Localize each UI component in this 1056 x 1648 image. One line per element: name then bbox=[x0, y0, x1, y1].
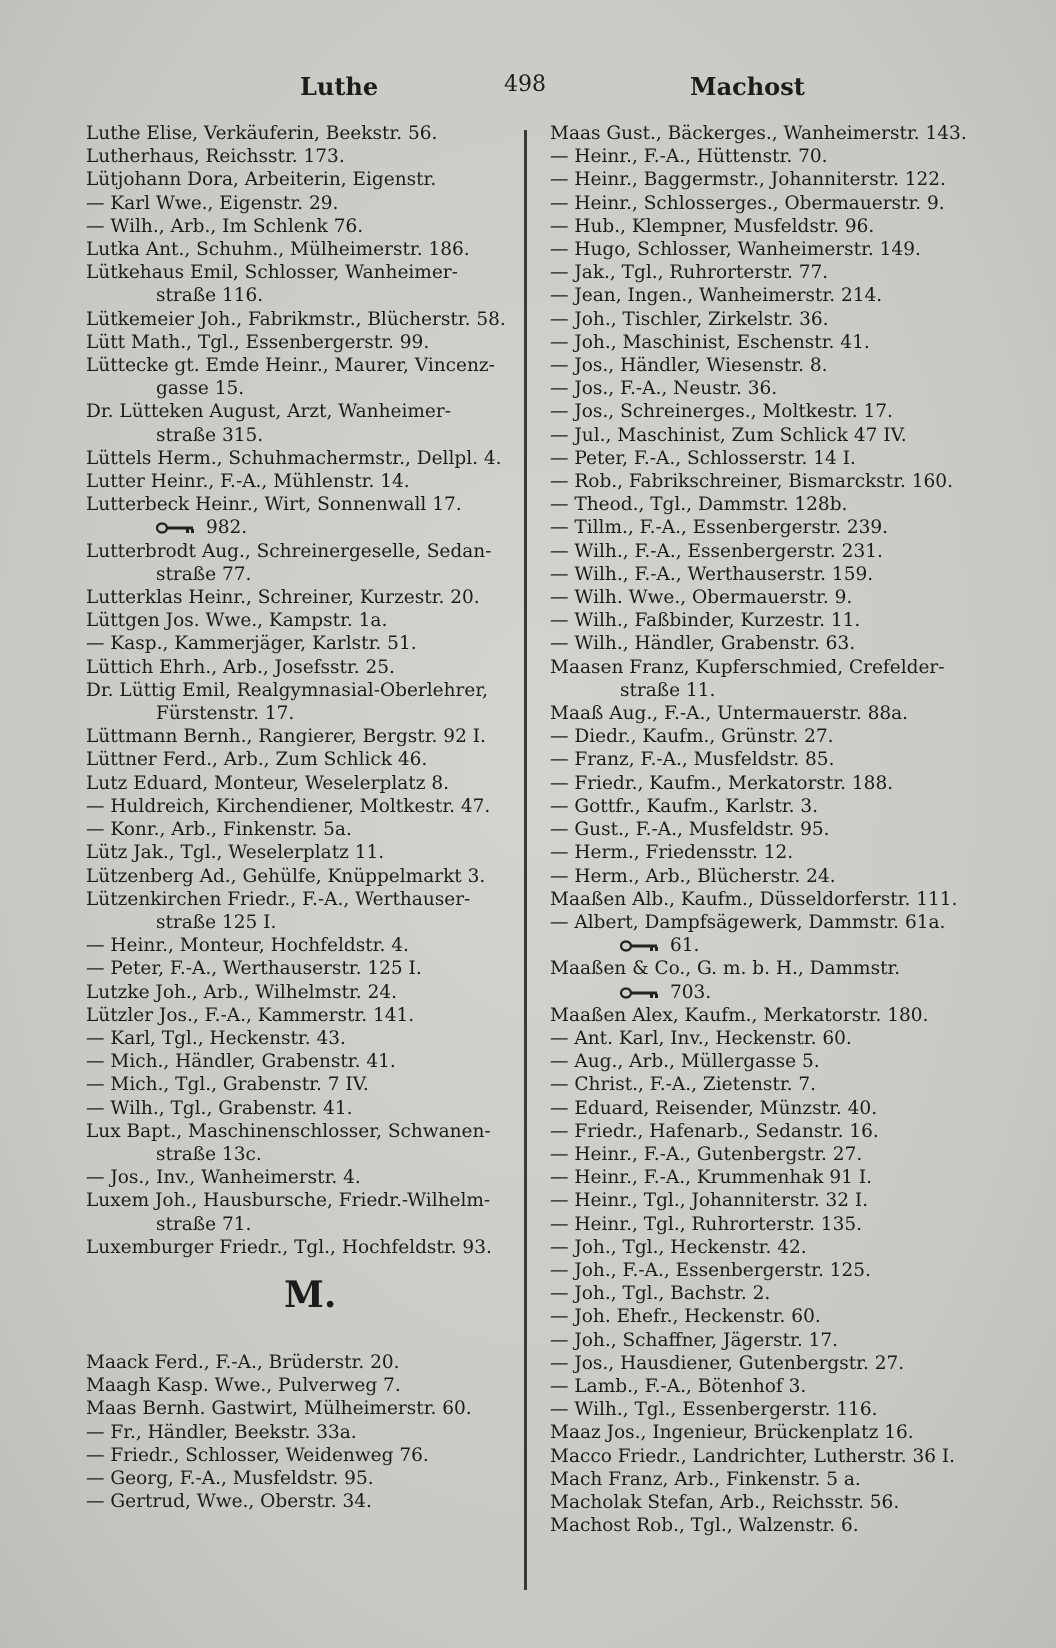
directory-entry bbox=[550, 888, 990, 911]
directory-entry bbox=[86, 795, 518, 818]
directory-entry bbox=[86, 1073, 518, 1096]
entry-text: Maack Ferd., F.-A., Brüderstr. 20. bbox=[86, 1351, 400, 1373]
entry-text: gasse 15. bbox=[156, 378, 245, 400]
entry-text: — Eduard, Reisender, Münzstr. 40. bbox=[550, 1097, 878, 1119]
directory-entry bbox=[86, 1421, 518, 1444]
telephone-line bbox=[550, 981, 990, 1004]
directory-entry bbox=[550, 656, 990, 679]
header-left-word: Luthe bbox=[300, 72, 379, 101]
entry-text: — Aug., Arb., Müllergasse 5. bbox=[550, 1051, 820, 1073]
section-letter: M. bbox=[284, 1273, 337, 1316]
entry-text: — Jos., F.-A., Neustr. 36. bbox=[550, 378, 778, 400]
directory-entry bbox=[550, 1213, 990, 1236]
directory-entry bbox=[550, 1259, 990, 1282]
entry-text: — Wilh., Tgl., Essenbergerstr. 116. bbox=[550, 1399, 878, 1421]
entry-text: — Mich., Händler, Grabenstr. 41. bbox=[86, 1051, 396, 1073]
entry-text: — Tillm., F.-A., Essenbergerstr. 239. bbox=[550, 517, 889, 539]
entry-text: Lutterbeck Heinr., Wirt, Sonnenwall 17. bbox=[86, 494, 462, 516]
entry-text: — Wilh., Faßbinder, Kurzestr. 11. bbox=[550, 610, 861, 632]
entry-text: Macco Friedr., Landrichter, Lutherstr. 36 I. bbox=[550, 1445, 956, 1467]
directory-entry bbox=[86, 1143, 518, 1166]
directory-entry bbox=[86, 981, 518, 1004]
directory-entry bbox=[86, 1120, 518, 1143]
directory-entry bbox=[550, 308, 990, 331]
entry-text: — Joh., F.-A., Essenbergerstr. 125. bbox=[550, 1259, 871, 1281]
entry-text: Maaß Aug., F.-A., Untermauerstr. 88a. bbox=[550, 703, 909, 725]
directory-entry bbox=[86, 354, 518, 377]
directory-entry bbox=[86, 818, 518, 841]
directory-entry bbox=[550, 424, 990, 447]
entry-text: straße 77. bbox=[156, 563, 252, 585]
entry-text: — Wilh., F.-A., Werthauserstr. 159. bbox=[550, 563, 874, 585]
directory-entry bbox=[550, 1120, 990, 1143]
directory-entry bbox=[550, 284, 990, 307]
directory-entry bbox=[550, 1097, 990, 1120]
directory-entry bbox=[550, 516, 990, 539]
directory-entry bbox=[550, 1305, 990, 1328]
entry-text: Maas Gust., Bäckerges., Wanheimerstr. 143. bbox=[550, 123, 967, 144]
directory-entry bbox=[86, 1444, 518, 1467]
entry-text: Maagh Kasp. Wwe., Pulverweg 7. bbox=[86, 1375, 401, 1397]
entry-text: — Herm., Friedensstr. 12. bbox=[550, 842, 794, 864]
entry-text: — Gottfr., Kaufm., Karlstr. 3. bbox=[550, 795, 819, 817]
directory-entry bbox=[86, 1374, 518, 1397]
directory-entry bbox=[550, 795, 990, 818]
entry-text: Dr. Lütteken August, Arzt, Wanheimer- bbox=[86, 401, 451, 423]
directory-entry bbox=[86, 679, 518, 702]
directory-entry bbox=[550, 470, 990, 493]
entry-text: — Jos., Hausdiener, Gutenbergstr. 27. bbox=[550, 1352, 905, 1374]
directory-entry bbox=[86, 192, 518, 215]
entry-text: straße 315. bbox=[156, 424, 264, 446]
directory-entry bbox=[550, 1375, 990, 1398]
entry-text: Dr. Lüttig Emil, Realgymnasial-Oberlehrer, bbox=[86, 679, 489, 701]
directory-entry bbox=[550, 841, 990, 864]
directory-entry bbox=[550, 540, 990, 563]
entry-text: Mach Franz, Arb., Finkenstr. 5 a. bbox=[550, 1468, 861, 1490]
entry-text: — Wilh., Händler, Grabenstr. 63. bbox=[550, 633, 856, 655]
left-entries-m bbox=[86, 1351, 518, 1513]
entry-text: straße 125 I. bbox=[156, 911, 277, 933]
entry-text: Lutz Eduard, Monteur, Weselerplatz 8. bbox=[86, 772, 449, 794]
entry-text: — Kasp., Kammerjäger, Karlstr. 51. bbox=[86, 633, 417, 655]
entry-text: Lütt Math., Tgl., Essenbergerstr. 99. bbox=[86, 331, 430, 353]
entry-text: Lütjohann Dora, Arbeiterin, Eigenstr. bbox=[86, 169, 437, 191]
directory-entry bbox=[86, 957, 518, 980]
entry-text: Luthe Elise, Verkäuferin, Beekstr. 56. bbox=[86, 123, 438, 144]
entry-text: — Gust., F.-A., Musfeldstr. 95. bbox=[550, 819, 830, 841]
directory-entry bbox=[550, 145, 990, 168]
directory-entry bbox=[86, 911, 518, 934]
page-number: 498 bbox=[504, 72, 546, 97]
directory-entry bbox=[86, 1097, 518, 1120]
directory-entry bbox=[550, 168, 990, 191]
entry-text: Maaßen & Co., G. m. b. H., Dammstr. bbox=[550, 958, 901, 980]
directory-entry bbox=[86, 122, 518, 145]
directory-entry bbox=[86, 1467, 518, 1490]
entry-text: — Franz, F.-A., Musfeldstr. 85. bbox=[550, 749, 835, 771]
right-column bbox=[550, 122, 990, 1537]
directory-entry bbox=[550, 632, 990, 655]
entry-text: — Jos., Schreinerges., Moltkestr. 17. bbox=[550, 401, 893, 423]
directory-entry bbox=[86, 1050, 518, 1073]
directory-entry bbox=[550, 1050, 990, 1073]
entry-text: Lutter Heinr., F.-A., Mühlenstr. 14. bbox=[86, 471, 410, 493]
entry-text: Lutzke Joh., Arb., Wilhelmstr. 24. bbox=[86, 981, 397, 1003]
entry-text: straße 71. bbox=[156, 1213, 252, 1235]
entry-text: 982. bbox=[206, 517, 248, 539]
entry-text: — Konr., Arb., Finkenstr. 5a. bbox=[86, 819, 352, 841]
entry-text: — Joh., Maschinist, Eschenstr. 41. bbox=[550, 331, 870, 353]
directory-entry bbox=[86, 493, 518, 516]
section-gap bbox=[86, 1317, 518, 1351]
directory-entry bbox=[86, 702, 518, 725]
directory-entry bbox=[86, 1027, 518, 1050]
directory-entry bbox=[550, 238, 990, 261]
entry-text: — Joh., Tgl., Bachstr. 2. bbox=[550, 1283, 771, 1305]
telephone-line bbox=[86, 516, 518, 539]
directory-entry bbox=[86, 447, 518, 470]
directory-entry bbox=[86, 1236, 518, 1259]
entry-text: straße 13c. bbox=[156, 1143, 262, 1165]
directory-entry bbox=[550, 586, 990, 609]
entry-text: — Jos., Händler, Wiesenstr. 8. bbox=[550, 355, 828, 377]
directory-entry bbox=[86, 841, 518, 864]
directory-entry bbox=[550, 1329, 990, 1352]
directory-entry bbox=[550, 725, 990, 748]
directory-entry bbox=[550, 702, 990, 725]
entry-text: — Friedr., Kaufm., Merkatorstr. 188. bbox=[550, 772, 894, 794]
directory-entry bbox=[550, 679, 990, 702]
entry-text: Fürstenstr. 17. bbox=[156, 703, 295, 725]
entry-text: — Gertrud, Wwe., Oberstr. 34. bbox=[86, 1491, 372, 1513]
entry-text: Lützenkirchen Friedr., F.-A., Werthauser- bbox=[86, 888, 471, 910]
entry-text: — Karl Wwe., Eigenstr. 29. bbox=[86, 192, 339, 214]
directory-entry bbox=[550, 1004, 990, 1027]
entry-text: — Joh. Ehefr., Heckenstr. 60. bbox=[550, 1306, 821, 1328]
entry-text: — Hub., Klempner, Musfeldstr. 96. bbox=[550, 215, 875, 237]
directory-entry bbox=[550, 865, 990, 888]
directory-entry bbox=[550, 122, 990, 145]
entry-text: — Wilh., Arb., Im Schlenk 76. bbox=[86, 215, 364, 237]
directory-entry bbox=[550, 331, 990, 354]
entry-text: Lutterklas Heinr., Schreiner, Kurzestr. 20. bbox=[86, 587, 480, 609]
directory-entry bbox=[86, 284, 518, 307]
directory-entry bbox=[86, 470, 518, 493]
entry-text: 703. bbox=[670, 981, 712, 1003]
directory-entry bbox=[86, 1166, 518, 1189]
directory-entry bbox=[86, 377, 518, 400]
entry-text: Lütkehaus Emil, Schlosser, Wanheimer- bbox=[86, 262, 458, 284]
entry-text: — Joh., Schaffner, Jägerstr. 17. bbox=[550, 1329, 839, 1351]
directory-entry bbox=[550, 261, 990, 284]
directory-entry bbox=[550, 1236, 990, 1259]
directory-entry bbox=[86, 540, 518, 563]
directory-entry bbox=[86, 772, 518, 795]
directory-entry bbox=[550, 748, 990, 771]
entry-text: Lüttner Ferd., Arb., Zum Schlick 46. bbox=[86, 749, 428, 771]
entry-text: — Huldreich, Kirchendiener, Moltkestr. 47. bbox=[86, 795, 491, 817]
directory-entry bbox=[86, 1213, 518, 1236]
directory-entry bbox=[86, 1189, 518, 1212]
entry-text: — Lamb., F.-A., Bötenhof 3. bbox=[550, 1375, 807, 1397]
directory-entry bbox=[550, 1166, 990, 1189]
entry-text: — Fr., Händler, Beekstr. 33a. bbox=[86, 1421, 357, 1443]
directory-entry bbox=[550, 1352, 990, 1375]
entry-text: Lutka Ant., Schuhm., Mülheimerstr. 186. bbox=[86, 239, 470, 261]
telephone-key-icon bbox=[620, 987, 660, 999]
entry-text: — Jean, Ingen., Wanheimerstr. 214. bbox=[550, 285, 883, 307]
entry-text: — Ant. Karl, Inv., Heckenstr. 60. bbox=[550, 1027, 852, 1049]
directory-entry bbox=[86, 400, 518, 423]
directory-entry bbox=[550, 377, 990, 400]
entry-text: — Joh., Tgl., Heckenstr. 42. bbox=[550, 1236, 807, 1258]
telephone-key-icon bbox=[620, 940, 660, 952]
directory-entry bbox=[550, 1189, 990, 1212]
header-right-word: Machost bbox=[690, 72, 805, 101]
right-entries bbox=[550, 122, 990, 1537]
directory-entry bbox=[86, 609, 518, 632]
entry-text: — Heinr., F.-A., Hüttenstr. 70. bbox=[550, 146, 828, 168]
entry-text: Luxem Joh., Hausbursche, Friedr.-Wilhelm- bbox=[86, 1190, 491, 1212]
directory-entry bbox=[86, 1397, 518, 1420]
directory-entry bbox=[86, 1351, 518, 1374]
entry-text: straße 116. bbox=[156, 285, 264, 307]
directory-entry bbox=[86, 1004, 518, 1027]
directory-entry bbox=[550, 818, 990, 841]
entry-text: — Christ., F.-A., Zietenstr. 7. bbox=[550, 1074, 817, 1096]
entry-text: — Herm., Arb., Blücherstr. 24. bbox=[550, 865, 836, 887]
entry-text: Lüttgen Jos. Wwe., Kampstr. 1a. bbox=[86, 610, 388, 632]
directory-entry bbox=[550, 1282, 990, 1305]
entry-text: — Jul., Maschinist, Zum Schlick 47 IV. bbox=[550, 424, 907, 446]
entry-text: Machost Rob., Tgl., Walzenstr. 6. bbox=[550, 1515, 859, 1537]
left-entries bbox=[86, 122, 518, 1259]
entry-text: — Heinr., Tgl., Johanniterstr. 32 I. bbox=[550, 1190, 869, 1212]
telephone-key-icon bbox=[156, 522, 196, 534]
directory-entry bbox=[86, 586, 518, 609]
entry-text: — Heinr., Schlosserges., Obermauerstr. 9. bbox=[550, 192, 945, 214]
entry-text: Lüttmann Bernh., Rangierer, Bergstr. 92 I. bbox=[86, 726, 486, 748]
entry-text: — Heinr., F.-A., Krummenhak 91 I. bbox=[550, 1167, 873, 1189]
entry-text: — Friedr., Schlosser, Weidenweg 76. bbox=[86, 1444, 429, 1466]
entry-text: Lutherhaus, Reichsstr. 173. bbox=[86, 146, 345, 168]
directory-entry bbox=[86, 865, 518, 888]
entry-text: Lüttich Ehrh., Arb., Josefsstr. 25. bbox=[86, 656, 395, 678]
entry-text: Maaz Jos., Ingenieur, Brückenplatz 16. bbox=[550, 1422, 914, 1444]
entry-text: — Peter, F.-A., Schlosserstr. 14 I. bbox=[550, 447, 856, 469]
entry-text: 61. bbox=[670, 935, 700, 957]
entry-text: — Theod., Tgl., Dammstr. 128b. bbox=[550, 494, 848, 516]
entry-text: — Georg, F.-A., Musfeldstr. 95. bbox=[86, 1467, 374, 1489]
entry-text: Lux Bapt., Maschinenschlosser, Schwanen- bbox=[86, 1120, 491, 1142]
entry-text: Lütz Jak., Tgl., Weselerplatz 11. bbox=[86, 842, 385, 864]
entry-text: Lütkemeier Joh., Fabrikmstr., Blücherstr. 58. bbox=[86, 308, 506, 330]
directory-entry bbox=[550, 1445, 990, 1468]
entry-text: Maaßen Alb., Kaufm., Düsseldorferstr. 111. bbox=[550, 888, 958, 910]
entry-text: Maas Bernh. Gastwirt, Mülheimerstr. 60. bbox=[86, 1398, 472, 1420]
directory-entry bbox=[86, 888, 518, 911]
entry-text: — Jak., Tgl., Ruhrorterstr. 77. bbox=[550, 262, 829, 284]
entry-text: — Diedr., Kaufm., Grünstr. 27. bbox=[550, 726, 834, 748]
directory-entry bbox=[550, 493, 990, 516]
entry-text: — Hugo, Schlosser, Wanheimerstr. 149. bbox=[550, 239, 921, 261]
entry-text: — Wilh. Wwe., Obermauerstr. 9. bbox=[550, 587, 853, 609]
directory-entry bbox=[550, 1514, 990, 1537]
directory-entry bbox=[86, 215, 518, 238]
entry-text: — Heinr., F.-A., Gutenbergstr. 27. bbox=[550, 1143, 863, 1165]
directory-entry bbox=[550, 1073, 990, 1096]
directory-entry bbox=[550, 957, 990, 980]
directory-entry bbox=[86, 725, 518, 748]
entry-text: — Jos., Inv., Wanheimerstr. 4. bbox=[86, 1167, 361, 1189]
entry-text: — Heinr., Baggermstr., Johanniterstr. 122. bbox=[550, 169, 946, 191]
directory-entry bbox=[550, 400, 990, 423]
entry-text: — Joh., Tischler, Zirkelstr. 36. bbox=[550, 308, 829, 330]
directory-entry bbox=[86, 308, 518, 331]
entry-text: — Heinr., Monteur, Hochfeldstr. 4. bbox=[86, 935, 409, 957]
directory-entry bbox=[550, 1398, 990, 1421]
entry-text: straße 11. bbox=[620, 679, 716, 701]
entry-text: Maaßen Alex, Kaufm., Merkatorstr. 180. bbox=[550, 1004, 929, 1026]
directory-entry bbox=[550, 911, 990, 934]
entry-text: — Karl, Tgl., Heckenstr. 43. bbox=[86, 1027, 346, 1049]
directory-entry bbox=[86, 331, 518, 354]
directory-entry bbox=[86, 632, 518, 655]
entry-text: — Rob., Fabrikschreiner, Bismarckstr. 160. bbox=[550, 471, 953, 493]
directory-entry bbox=[550, 354, 990, 377]
entry-text: — Mich., Tgl., Grabenstr. 7 IV. bbox=[86, 1074, 369, 1096]
entry-text: Maasen Franz, Kupferschmied, Crefelder- bbox=[550, 656, 945, 678]
directory-entry bbox=[550, 192, 990, 215]
column-divider bbox=[524, 130, 527, 1590]
directory-entry bbox=[86, 168, 518, 191]
directory-entry bbox=[86, 656, 518, 679]
directory-entry bbox=[550, 447, 990, 470]
directory-entry bbox=[550, 563, 990, 586]
entry-text: — Wilh., F.-A., Essenbergerstr. 231. bbox=[550, 540, 883, 562]
directory-entry bbox=[550, 609, 990, 632]
entry-text: — Albert, Dampfsägewerk, Dammstr. 61a. bbox=[550, 911, 946, 933]
telephone-line bbox=[550, 934, 990, 957]
directory-entry bbox=[550, 215, 990, 238]
entry-text: Lutterbrodt Aug., Schreinergeselle, Sedan- bbox=[86, 540, 492, 562]
directory-entry bbox=[86, 238, 518, 261]
directory-entry bbox=[86, 934, 518, 957]
directory-entry bbox=[550, 1468, 990, 1491]
entry-text: — Peter, F.-A., Werthauserstr. 125 I. bbox=[86, 958, 422, 980]
entry-text: Luxemburger Friedr., Tgl., Hochfeldstr. 93. bbox=[86, 1236, 492, 1258]
entry-text: Lützenberg Ad., Gehülfe, Knüppelmarkt 3. bbox=[86, 865, 486, 887]
directory-entry bbox=[550, 772, 990, 795]
directory-entry bbox=[86, 563, 518, 586]
directory-entry bbox=[550, 1143, 990, 1166]
directory-entry bbox=[550, 1491, 990, 1514]
entry-text: Lüttecke gt. Emde Heinr., Maurer, Vincenz- bbox=[86, 355, 495, 377]
directory-entry bbox=[86, 261, 518, 284]
directory-entry bbox=[86, 748, 518, 771]
entry-text: — Friedr., Hafenarb., Sedanstr. 16. bbox=[550, 1120, 879, 1142]
directory-entry bbox=[86, 424, 518, 447]
entry-text: Macholak Stefan, Arb., Reichsstr. 56. bbox=[550, 1491, 900, 1513]
page-header bbox=[0, 72, 1056, 112]
entry-text: Lützler Jos., F.-A., Kammerstr. 141. bbox=[86, 1004, 415, 1026]
directory-entry bbox=[550, 1027, 990, 1050]
directory-entry bbox=[86, 1490, 518, 1513]
entry-text: — Heinr., Tgl., Ruhrorterstr. 135. bbox=[550, 1213, 862, 1235]
directory-entry bbox=[550, 1421, 990, 1444]
entry-text: — Wilh., Tgl., Grabenstr. 41. bbox=[86, 1097, 353, 1119]
left-column bbox=[86, 122, 518, 1513]
entry-text: Lüttels Herm., Schuhmachermstr., Dellpl. 4. bbox=[86, 447, 502, 469]
directory-entry bbox=[86, 145, 518, 168]
